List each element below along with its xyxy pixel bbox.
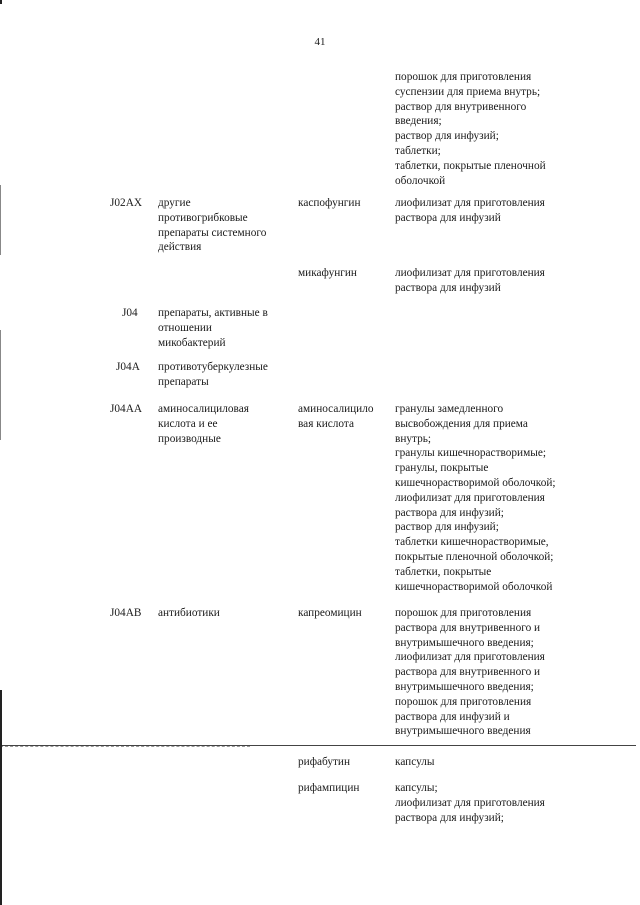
dosage-form-line: лиофилизат для приготовления: [395, 491, 545, 504]
group-name: другие противогрибковые препараты системного действия: [158, 197, 267, 254]
dosage-form-line: таблетки;: [395, 144, 441, 157]
drug-name: аминосалицило вая кислота: [298, 403, 374, 430]
dosage-form-line: кишечнорастворимой оболочкой: [395, 580, 553, 593]
drug-name: рифабутин: [298, 756, 351, 768]
dosage-forms: [395, 781, 635, 825]
dosage-forms: [395, 196, 635, 226]
scan-edge-mark: [0, 185, 1, 255]
atc-code: J04AB: [110, 607, 142, 619]
dosage-form-line: капсулы;: [395, 782, 438, 794]
dosage-form-line: высвобождения для приема: [395, 417, 528, 430]
dosage-form-line: капсулы: [395, 756, 435, 768]
dosage-forms: [395, 402, 635, 594]
drug-name: рифампицин: [298, 782, 360, 794]
dosage-forms: [395, 70, 635, 188]
dosage-form-line: порошок для приготовления: [395, 695, 532, 708]
dosage-form-line: раствор для инфузий;: [395, 521, 499, 534]
dosage-form-line: гранулы кишечнорастворимые;: [395, 447, 546, 460]
group-name: антибиотики: [158, 607, 220, 619]
dosage-form-line: внутримышечного введения: [395, 725, 531, 738]
atc-code: J04A: [116, 361, 140, 373]
dosage-form-line: введения;: [395, 115, 442, 128]
dosage-form-line: суспензии для приема внутрь;: [395, 85, 541, 98]
dosage-form-line: раствора для внутривенного и: [395, 621, 541, 634]
table-divider-shadow: [0, 746, 250, 747]
dosage-form-line: порошок для приготовления: [395, 607, 532, 619]
drug-name: каспофунгин: [298, 197, 361, 209]
drug-name: микафунгин: [298, 267, 357, 279]
atc-code: J04: [122, 307, 138, 319]
atc-code: J04AA: [110, 403, 143, 415]
dosage-form-line: раствора для инфузий: [395, 281, 501, 294]
dosage-form-line: раствор для внутривенного: [395, 100, 527, 113]
dosage-form-line: покрытые пленочной оболочкой;: [395, 550, 554, 563]
dosage-form-line: таблетки, покрытые: [395, 565, 492, 578]
drug-name: капреомицин: [298, 607, 362, 619]
scan-edge-mark: [0, 0, 2, 4]
scan-edge-mark: [0, 330, 1, 440]
group-name: препараты, активные в отношении микобактерий: [158, 307, 268, 349]
dosage-forms: [395, 606, 635, 739]
dosage-form-line: лиофилизат для приготовления: [395, 651, 545, 664]
dosage-form-line: раствора для инфузий: [395, 211, 501, 224]
dosage-form-line: лиофилизат для приготовления: [395, 267, 545, 279]
atc-code: J02AX: [110, 197, 143, 209]
dosage-form-line: порошок для приготовления: [395, 71, 532, 83]
dosage-form-line: внутримышечного введения;: [395, 680, 534, 693]
dosage-form-line: раствора для инфузий;: [395, 811, 504, 824]
dosage-form-line: гранулы замедленного: [395, 403, 504, 415]
dosage-form-line: раствор для инфузий;: [395, 130, 499, 143]
dosage-form-line: раствора для инфузий и: [395, 710, 510, 723]
dosage-form-line: лиофилизат для приготовления: [395, 796, 545, 809]
dosage-form-line: оболочкой: [395, 174, 446, 187]
group-name: противотуберкулезные препараты: [158, 361, 268, 388]
dosage-form-line: таблетки, покрытые пленочной: [395, 159, 546, 172]
dosage-form-line: таблетки кишечнорастворимые,: [395, 536, 549, 549]
dosage-form-line: гранулы, покрытые: [395, 462, 489, 475]
dosage-form-line: раствора для инфузий;: [395, 506, 504, 519]
page-number: 41: [314, 36, 326, 48]
scan-edge-mark: [0, 690, 2, 905]
dosage-form-line: раствора для внутривенного и: [395, 666, 541, 679]
dosage-form-line: кишечнорастворимой оболочкой;: [395, 476, 556, 489]
dosage-form-line: лиофилизат для приготовления: [395, 197, 545, 209]
dosage-form-line: внутримышечного введения;: [395, 636, 534, 649]
dosage-form-line: внутрь;: [395, 432, 432, 445]
group-name: аминосалициловая кислота и ее производные: [158, 403, 249, 445]
dosage-forms: [395, 266, 635, 296]
dosage-forms: [395, 755, 635, 770]
